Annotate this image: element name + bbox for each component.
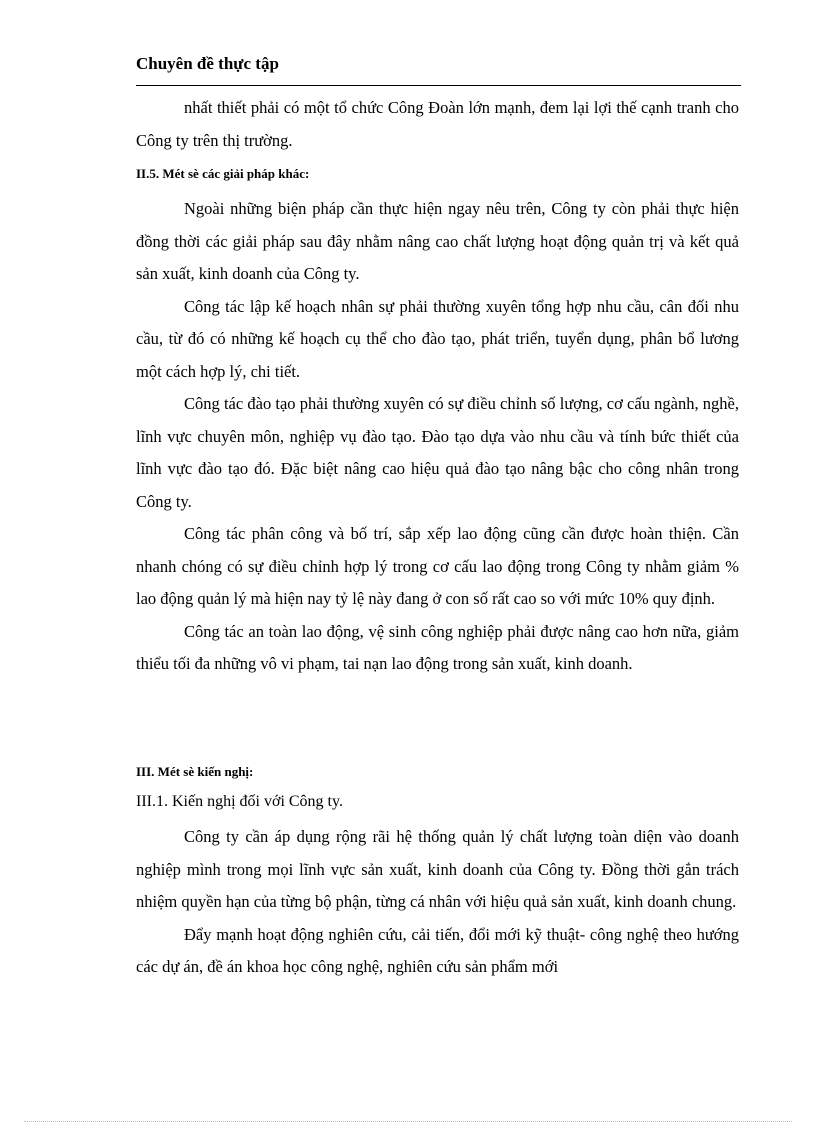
paragraph-continuation — [136, 92, 739, 157]
paragraph: Đẩy mạnh hoạt động nghiên cứu, cải tiến, đổi mới kỹ thuật- công nghệ theo hướng các dự án, đề án khoa học công nghệ, nghiên cứu sản phẩm mới — [136, 924, 739, 976]
paragraph: Công tác an toàn lao động, vệ sinh công nghiệp phải được nâng cao hơn nữa, giảm thiểu tối đa những vô vi phạm, tai nạn lao động trong sản xuất, kinh doanh. — [136, 621, 739, 673]
section-iii1-body — [136, 821, 739, 984]
header-divider — [136, 85, 741, 86]
paragraph: Công tác lập kế hoạch nhân sự phải thường xuyên tổng hợp nhu cầu, cân đối nhu cầu, từ đó có những kế hoạch cụ thể cho đào tạo, phát triển, tuyển dụng, phân bổ lương một cách hợp lý, chi tiết. — [136, 296, 739, 381]
footer-dotted-rule — [24, 1121, 792, 1122]
section-heading-iii: III. Mét sè kiến nghị: — [136, 764, 254, 779]
paragraph: Công tác phân công và bố trí, sắp xếp lao động cũng cần được hoàn thiện. Cần nhanh chóng có sự điều chỉnh hợp lý trong cơ cấu lao động trong Công ty nhằm giảm % lao động quản lý mà hiện nay tỷ lệ này đang ở con số rất cao so với mức 10% quy định. — [136, 524, 739, 608]
section-ii5-body — [136, 193, 739, 681]
paragraph: Công ty cần áp dụng rộng rãi hệ thống quản lý chất lượng toàn diện vào doanh nghiệp mình trong mọi lĩnh vực sản xuất, kinh doanh của Công ty. Đồng thời gắn trách nhiệm quyền hạn của từng bộ phận, từng cá nhân với hiệu quả sản xuất, kinh doanh chung. — [136, 827, 739, 911]
section-heading-ii5-wrap — [136, 164, 739, 184]
section-heading-iii-wrap — [136, 762, 739, 782]
page-header-title: Chuyên đề thực tập — [136, 54, 279, 73]
paragraph: Công tác đào tạo phải thường xuyên có sự điều chỉnh số lượng, cơ cấu ngành, nghề, lĩnh vực chuyên môn, nghiệp vụ đào tạo. Đào tạo dựa vào nhu cầu và tính bức thiết của lĩnh vực đào tạo đó. Đặc biệt nâng cao hiệu quả đào tạo nâng bậc cho công nhân trong Công ty. — [136, 394, 739, 511]
subsection-heading-iii1-wrap — [136, 791, 739, 813]
paragraph: nhất thiết phải có một tổ chức Công Đoàn lớn mạnh, đem lại lợi thế cạnh tranh cho Công ty trên thị trường. — [136, 98, 739, 150]
paragraph: Ngoài những biện pháp cần thực hiện ngay nêu trên, Công ty còn phải thực hiện đồng thời các giải pháp sau đây nhằm nâng cao chất lượng hoạt động quản trị và kết quả sản xuất, kinh doanh của Công ty. — [136, 199, 739, 283]
subsection-heading-iii1: III.1. Kiến nghị đối với Công ty. — [136, 793, 343, 810]
section-heading-ii5: II.5. Mét sè các giải pháp khác: — [136, 166, 310, 181]
